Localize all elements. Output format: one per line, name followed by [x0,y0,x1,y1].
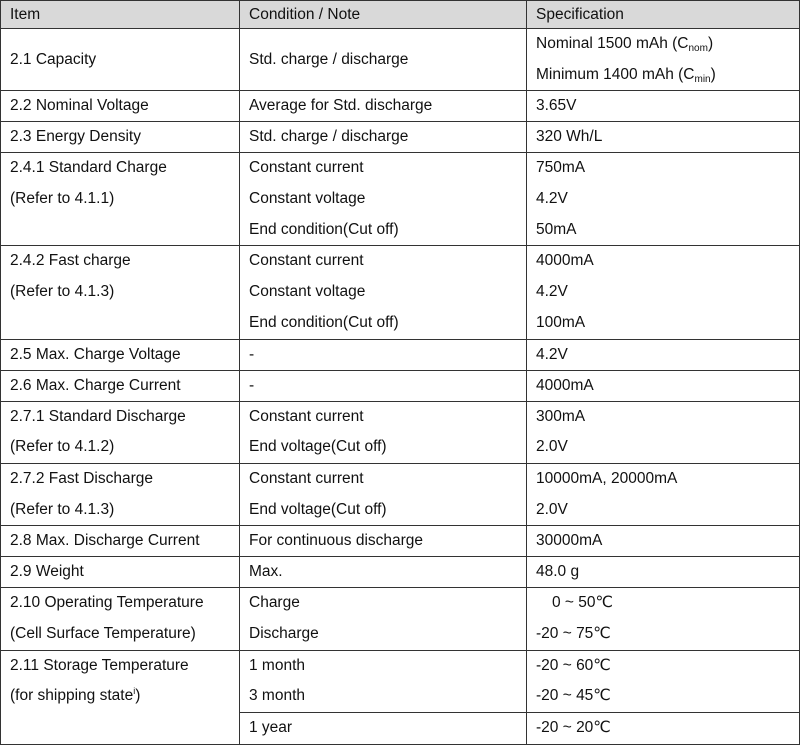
spec-cell: 0 ~ 50℃ -20 ~ 75℃ [527,588,800,650]
spec-cell: 10000mA, 20000mA 2.0V [527,463,800,525]
table-row-storage-temperature [1,650,800,744]
spec-cell: -20 ~ 60℃ -20 ~ 45℃ -20 ~ 20℃ [527,650,800,744]
item-cell: 2.2 Nominal Voltage [1,91,240,122]
spec-line-minimum: Minimum 1400 mAh $(C_{min})$ [536,65,716,85]
item-cell: 2.4.1 Standard Charge (Refer to 4.1.1) [1,153,240,246]
item-label: 2.1 Capacity [10,50,97,68]
condition-cell [240,29,527,91]
spec-cell: 4.2V [527,339,800,370]
condition-cell: Std. charge / discharge [240,122,527,153]
table-row-max-charge-voltage [1,339,800,370]
spec-cell: 48.0 g [527,557,800,588]
table-row-capacity [1,29,800,91]
table-row-fast-discharge [1,463,800,525]
item-cell: 2.3 Energy Density [1,122,240,153]
table-row-max-charge-current [1,370,800,401]
spec-cell: 750mA 4.2V 50mA [527,153,800,246]
item-cell [1,29,240,91]
condition-cell: Constant current Constant voltage End condition(Cut off) [240,153,527,246]
condition-cell: Max. [240,557,527,588]
condition-cell: Constant current End voltage(Cut off) [240,463,527,525]
item-cell: 2.5 Max. Charge Voltage [1,339,240,370]
condition-label: Std. charge / discharge [249,50,409,68]
item-cell: 2.4.2 Fast charge (Refer to 4.1.3) [1,246,240,339]
condition-cell: Average for Std. discharge [240,91,527,122]
header-condition: Condition / Note [240,1,527,29]
spec-line-nominal: Nominal 1500 mAh $(C_{nom})$ [536,35,714,54]
condition-cell: For continuous discharge [240,526,527,557]
condition-cell: Charge Discharge [240,588,527,650]
table-header-row [1,1,800,29]
item-cell: 2.7.1 Standard Discharge (Refer to 4.1.2) [1,401,240,463]
condition-cell: - [240,370,527,401]
item-note-line: (for shipping state$^i$) [10,686,141,705]
header-item: Item [1,1,240,29]
header-specification: Specification [527,1,800,29]
spec-cell: 30000mA [527,526,800,557]
table-row-fast-charge [1,246,800,339]
spec-cell: 300mA 2.0V [527,401,800,463]
table-row-operating-temperature [1,588,800,650]
spec-cell: 4000mA 4.2V 100mA [527,246,800,339]
table-row-max-discharge-current [1,526,800,557]
condition-cell: Constant current Constant voltage End condition(Cut off) [240,246,527,339]
condition-cell: - [240,339,527,370]
spec-cell: 4000mA [527,370,800,401]
item-cell: 2.8 Max. Discharge Current [1,526,240,557]
item-cell: 2.6 Max. Charge Current [1,370,240,401]
table-row-energy-density [1,122,800,153]
spec-cell: 320 Wh/L [527,122,800,153]
item-cell: 2.10 Operating Temperature (Cell Surface Temperature) [1,588,240,650]
spec-cell [527,29,800,91]
table-row-weight [1,557,800,588]
item-cell: 2.7.2 Fast Discharge (Refer to 4.1.3) [1,463,240,525]
table-row-standard-charge [1,153,800,246]
table-row-standard-discharge [1,401,800,463]
condition-cell: Constant current End voltage(Cut off) [240,401,527,463]
item-cell: 2.11 Storage Temperature (for shipping state$^i$) [1,650,240,744]
spec-cell: 3.65V [527,91,800,122]
item-cell: 2.9 Weight [1,557,240,588]
condition-cell: 1 month 3 month 1 year [240,650,527,744]
table-row-nominal-voltage [1,91,800,122]
